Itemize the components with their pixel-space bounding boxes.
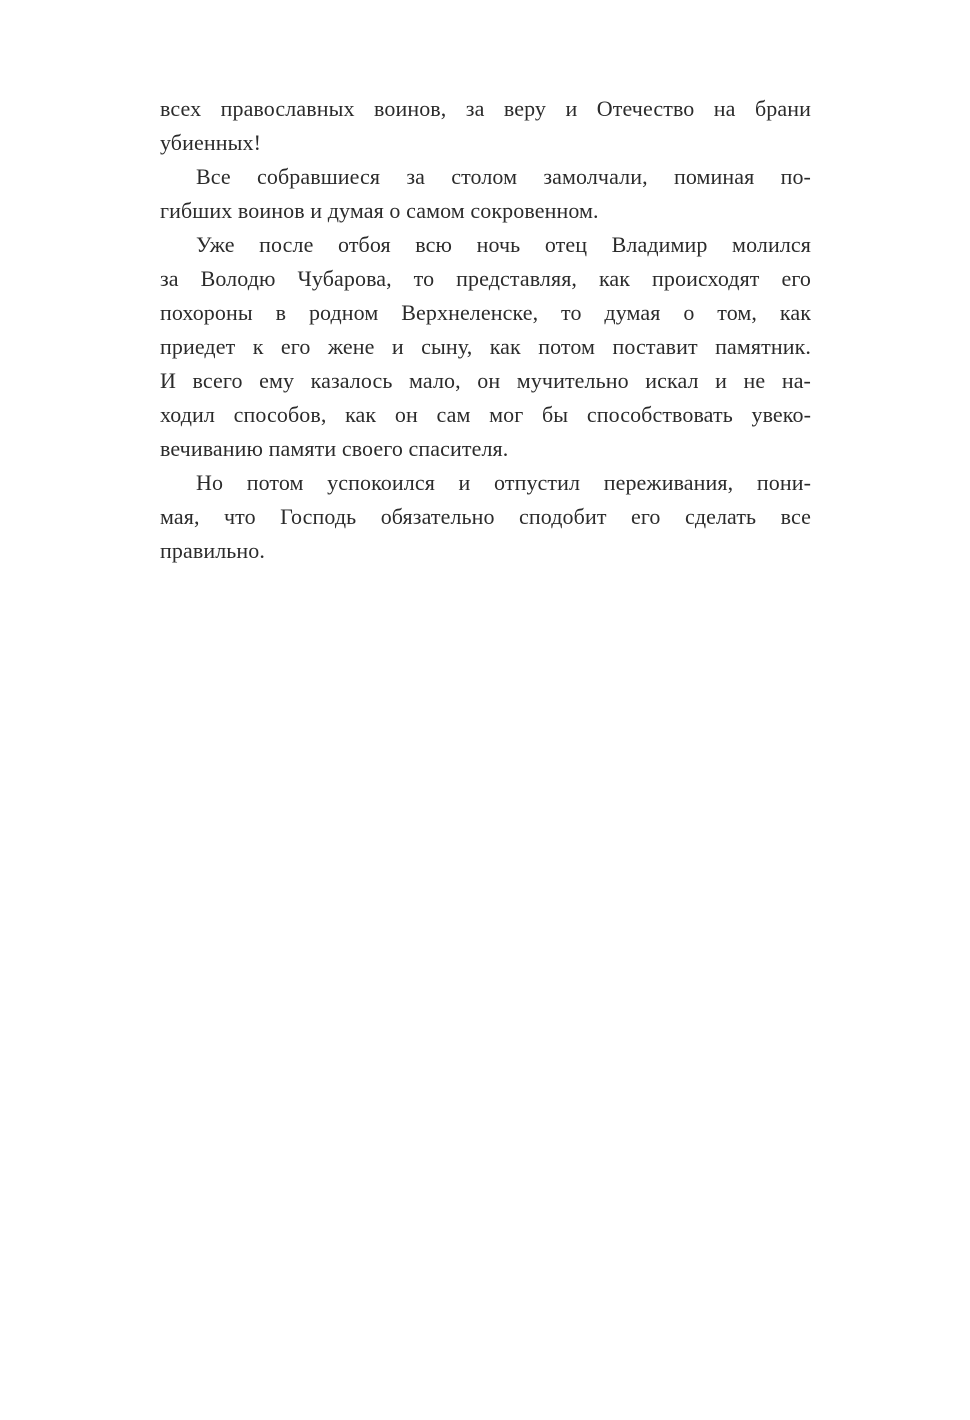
text-line: за Володю Чубарова, то представляя, как происходят его [160, 266, 811, 291]
text-line: вечиванию памяти своего спасителя. [160, 436, 509, 461]
text-line: ходил способов, как он сам мог бы способствовать увеко- [160, 402, 811, 427]
paragraph-continuation [160, 92, 811, 160]
text-line: Уже после отбоя всю ночь отец Владимир молился [196, 232, 811, 257]
text-line: всех православных воинов, за веру и Отечество на брани [160, 96, 811, 121]
text-line: убиенных! [160, 130, 261, 155]
text-line: похороны в родном Верхнеленске, то думая о том, как [160, 300, 811, 325]
text-block [160, 92, 811, 568]
text-line: правильно. [160, 538, 265, 563]
paragraph [160, 466, 811, 568]
text-line: И всего ему казалось мало, он мучительно искал и не на- [160, 368, 811, 393]
paragraph [160, 228, 811, 466]
text-line: мая, что Господь обязательно сподобит его сделать все [160, 504, 811, 529]
text-line: Но потом успокоился и отпустил переживания, пони- [196, 470, 811, 495]
text-line: Все собравшиеся за столом замолчали, поминая по- [196, 164, 811, 189]
text-line: гибших воинов и думая о самом сокровенном. [160, 198, 599, 223]
text-line: приедет к его жене и сыну, как потом поставит памятник. [160, 334, 811, 359]
paragraph [160, 160, 811, 228]
